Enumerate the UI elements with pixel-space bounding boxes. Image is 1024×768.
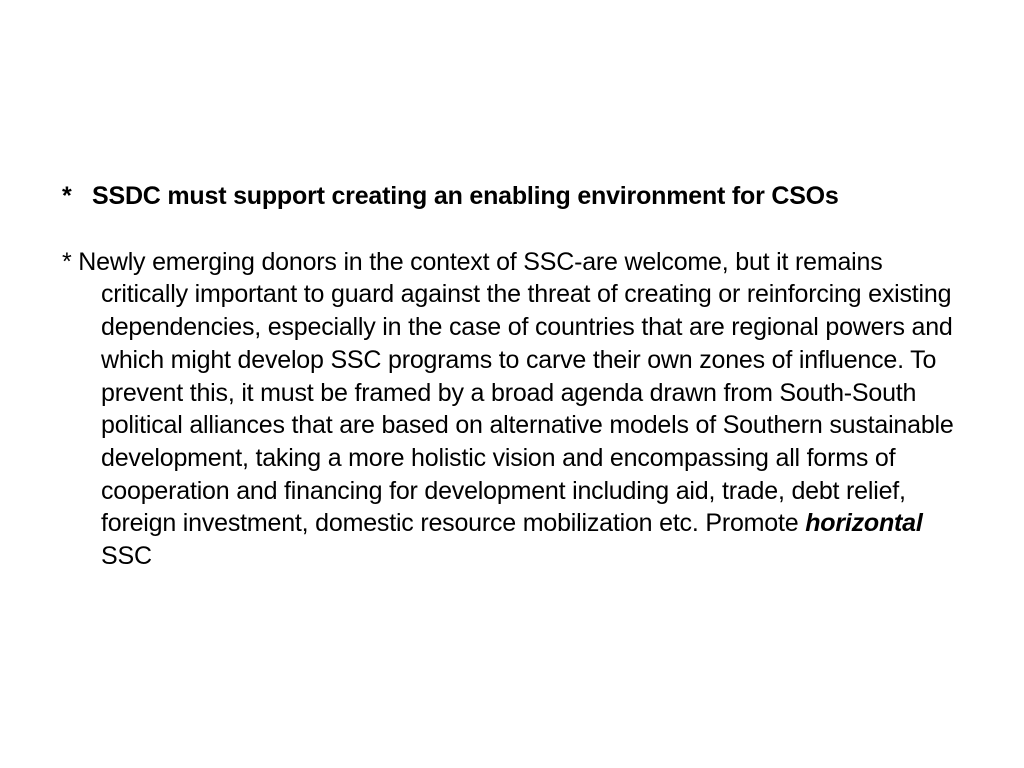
bullet-marker: * (62, 247, 72, 276)
bullet-paragraph-emerging-donors (62, 246, 972, 573)
slide-body (62, 180, 972, 573)
emphasis-text: horizontal (805, 509, 923, 538)
bullet-paragraph-ssdc (62, 180, 972, 213)
paragraph-text: Newly emerging donors in the context of SSC-are welcome, but it remains critically important to guard against the threat of creating or reinforcing existing dependencies, especially in the case of countries that are regional powers and which might develop SSC programs to carve their own zones of influence. To prevent this, it must be framed by a broad agenda drawn from South-South political alliances that are based on alternative models of Southern sustainable development, taking a more holistic vision and encompassing all forms of cooperation and financing for development including aid, trade, debt relief, foreign investment, domestic resource mobilization etc. Promote (78, 247, 954, 538)
bullet-marker: * (62, 182, 72, 210)
paragraph-text: SSDC must support creating an enabling environment for CSOs (92, 182, 839, 210)
paragraph-text-tail: SSC (101, 542, 152, 571)
